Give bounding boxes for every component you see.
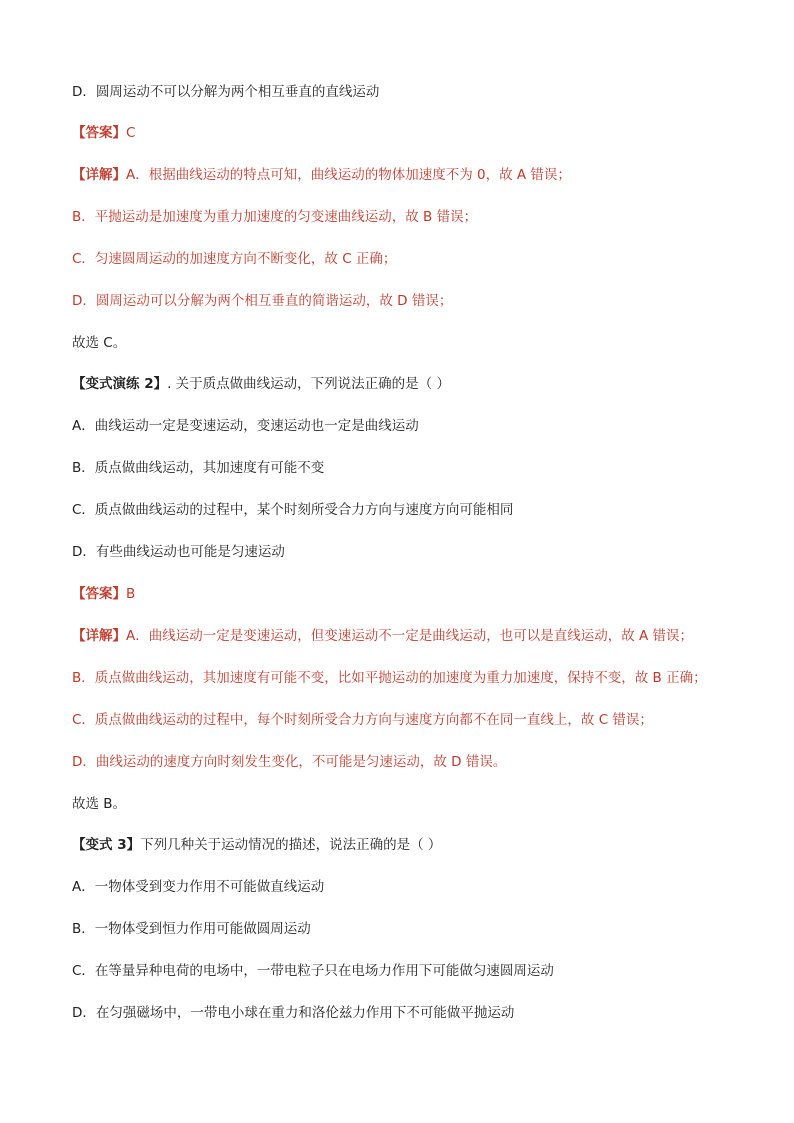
q1-detail-a: A．根据曲线运动的特点可知，曲线运动的物体加速度不为 0，故 A 错误；: [126, 167, 571, 183]
q2-answer-value: B: [126, 586, 136, 602]
q1-detail-label: 【详解】: [72, 167, 126, 183]
q2-detail-d: D．曲线运动的速度方向时刻发生变化，不可能是匀速运动，故 D 错误。: [72, 754, 507, 770]
q2-option-b: B．质点做曲线运动，其加速度有可能不变: [72, 460, 325, 476]
q1-option-d: D．圆周运动不可以分解为两个相互垂直的直线运动: [72, 84, 380, 100]
q1-answer-value: C: [126, 125, 136, 141]
q2-conclusion: 故选 B。: [72, 796, 127, 812]
q2-detail-c: C．质点做曲线运动的过程中，每个时刻所受合力方向与速度方向都不在同一直线上，故 C 错误；: [72, 712, 653, 728]
q2-detail-label: 【详解】: [72, 628, 126, 644]
q2-stem: . 关于质点做曲线运动，下列说法正确的是（ ）: [167, 376, 450, 392]
q2-stem-line: [72, 375, 772, 393]
q1-detail-b: B．平抛运动是加速度为重力加速度的匀变速曲线运动，故 B 错误；: [72, 209, 478, 225]
q2-answer-label: 【答案】: [72, 586, 126, 602]
q2-label: 【变式演练 2】: [72, 376, 168, 392]
q3-option-b: B．一物体受到恒力作用可能做圆周运动: [72, 921, 311, 937]
q2-answer: [72, 585, 772, 603]
q2-option-a: A．曲线运动一定是变速运动，变速运动也一定是曲线运动: [72, 418, 419, 434]
q3-stem-line: [72, 836, 772, 854]
q1-detail-d: D．圆周运动可以分解为两个相互垂直的简谐运动，故 D 错误；: [72, 293, 453, 309]
q3-option-d: D．在匀强磁场中，一带电小球在重力和洛伦兹力作用下不可能做平抛运动: [72, 1005, 515, 1021]
q1-conclusion: 故选 C。: [72, 335, 127, 351]
q1-detail-a-line: [72, 166, 772, 184]
q3-label: 【变式 3】: [72, 837, 141, 853]
q2-detail-b: B．质点做曲线运动，其加速度有可能不变，比如平抛运动的加速度为重力加速度，保持不变，故 B 正确；: [72, 670, 707, 686]
q2-detail-a: A．曲线运动一定是变速运动，但变速运动不一定是曲线运动，也可以是直线运动，故 A 错误；: [126, 628, 694, 644]
q1-detail-c: C．匀速圆周运动的加速度方向不断变化，故 C 正确；: [72, 251, 397, 267]
q1-answer-label: 【答案】: [72, 125, 126, 141]
q3-stem: 下列几种关于运动情况的描述，说法正确的是（ ）: [140, 837, 442, 853]
q1-answer: [72, 124, 772, 142]
q2-option-c: C．质点做曲线运动的过程中，某个时刻所受合力方向与速度方向可能相同: [72, 502, 514, 518]
q3-option-a: A．一物体受到变力作用不可能做直线运动: [72, 879, 325, 895]
q2-detail-a-line: [72, 627, 772, 645]
q3-option-c: C．在等量异种电荷的电场中，一带电粒子只在电场力作用下可能做匀速圆周运动: [72, 963, 554, 979]
q2-option-d: D．有些曲线运动也可能是匀速运动: [72, 544, 285, 560]
